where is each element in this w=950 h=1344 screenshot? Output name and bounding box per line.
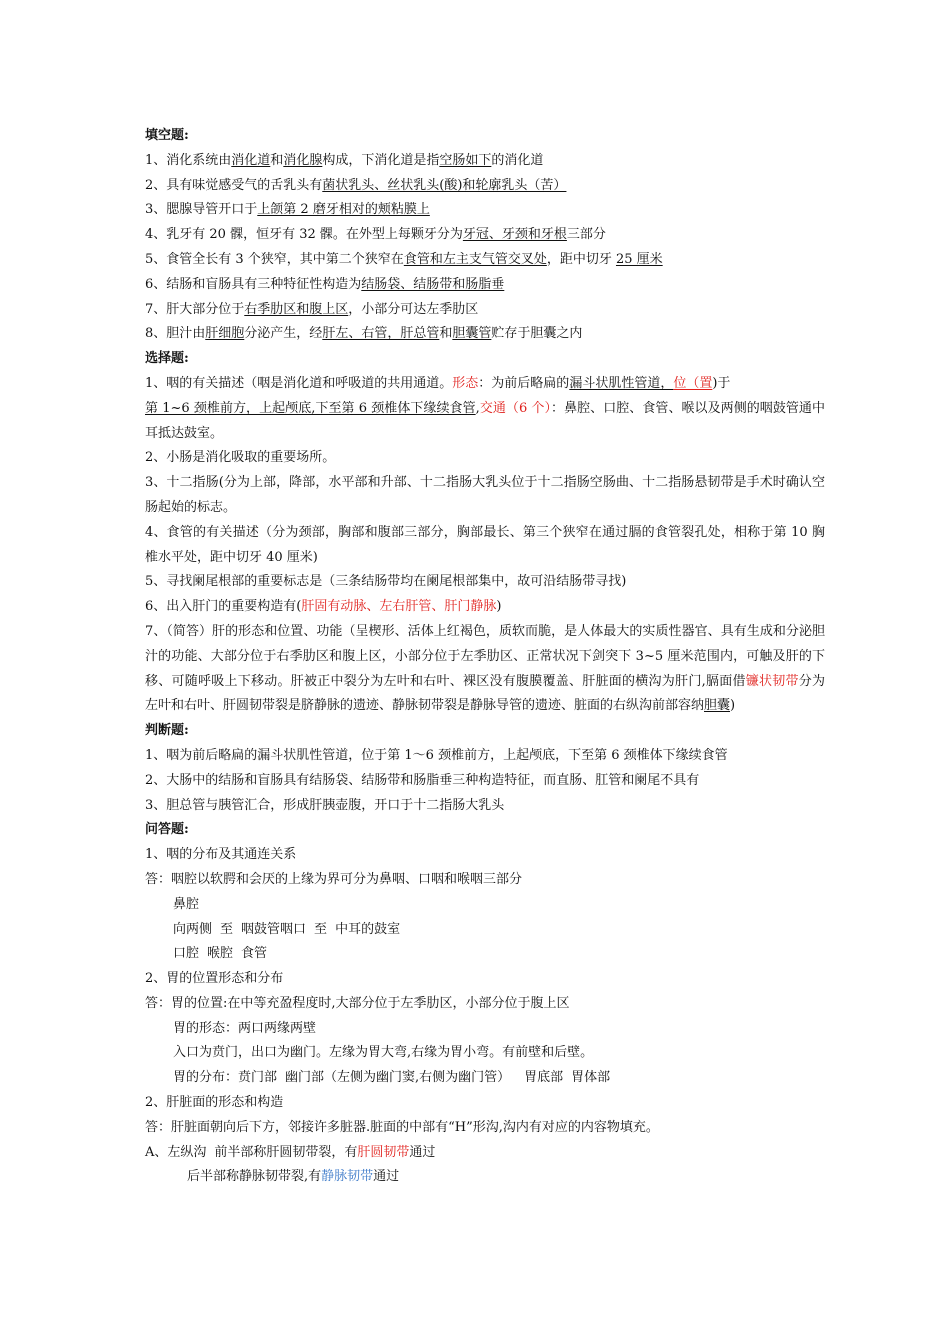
choice-item-6: 6、出入肝门的重要构造有(肝固有动脉、左右肝管、肝门静脉): [145, 599, 502, 615]
fill-item-8: 8、胆汁由肝细胞分泌产生，经肝左、右管，肝总管和胆囊管贮存于胆囊之内: [145, 326, 583, 342]
qa-answer-1-line-3: 口腔 喉腔 食管: [173, 946, 268, 962]
judge-item-2: 2、大肠中的结肠和盲肠具有结肠袋、结肠带和肠脂垂三种构造特征，而直肠、肛管和阑尾不具有: [145, 772, 700, 788]
fill-item-7: 7、肝大部分位于右季肋区和腹上区，小部分可达左季肋区: [145, 301, 479, 317]
choice-item-4: 4、食管的有关描述（分为颈部，胸部和腹部三部分，胸部最长、第三个狭窄在通过膈的食管裂孔处，相称于第 10 胸椎水平处，距中切牙 40 厘米): [145, 524, 825, 565]
choice-item-2: 2、小肠是消化吸取的重要场所。: [145, 450, 336, 466]
choice-item-5: 5、寻找阑尾根部的重要标志是（三条结肠带均在阑尾根部集中，故可沿结肠带寻找): [145, 574, 627, 590]
qa-answer-2-line-1: 胃的形态：两口两缘两壁: [173, 1020, 317, 1036]
fill-item-4: 4、乳牙有 20 髁，恒牙有 32 髁。在外型上每颗牙分为牙冠、牙颈和牙根三部分: [145, 227, 606, 243]
section-heading-choice: 选择题:: [145, 351, 189, 367]
document-page: [145, 124, 825, 1190]
qa-answer-3: 答：肝脏面朝向后下方，邻接许多脏器.脏面的中部有“H”形沟,沟内有对应的内容物填充。: [145, 1119, 659, 1135]
choice-item-1: 1、咽的有关描述（咽是消化道和呼吸道的共用通道。形态：为前后略扁的漏斗状肌性管道，位（置)于 第 1~6 颈椎前方，上起颅底,下至第 6 颈椎体下缘续食管,交通（6 个）：鼻腔、口腔、食管、喉以及两侧的咽鼓管通中耳抵达鼓室。: [145, 375, 825, 441]
qa-answer-3-line-2: 后半部称静脉韧带裂,有静脉韧带通过: [187, 1169, 400, 1185]
qa-answer-1: 答：咽腔以软腭和会厌的上缘为界可分为鼻咽、口咽和喉咽三部分: [145, 871, 523, 887]
fill-item-6: 6、结肠和盲肠具有三种特征性构造为结肠袋、结肠带和肠脂垂: [145, 276, 505, 292]
fill-item-2: 2、具有味觉感受气的舌乳头有菌状乳头、丝状乳头(酸)和轮廓乳头（苦）: [145, 177, 567, 193]
qa-answer-2-line-3: 胃的分布：贲门部 幽门部（左侧为幽门窦,右侧为幽门管） 胃底部 胃体部: [173, 1070, 611, 1086]
qa-answer-1-line-2: 向两侧 至 咽鼓管咽口 至 中耳的鼓室: [173, 921, 401, 937]
qa-question-1: 1、咽的分布及其通连关系: [145, 847, 297, 863]
section-heading-fill-blank: 填空题:: [145, 128, 189, 143]
qa-answer-3-line-1: A、左纵沟 前半部称肝圆韧带裂，有肝圆韧带通过: [145, 1144, 436, 1160]
section-heading-true-false: 判断题:: [145, 723, 189, 739]
fill-item-3: 3、腮腺导管开口于上颌第 2 磨牙相对的颊粘膜上: [145, 202, 430, 218]
judge-item-1: 1、咽为前后略扁的漏斗状肌性管道，位于第 1～6 颈椎前方，上起颅底，下至第 6 颈椎体下缘续食管: [145, 747, 728, 763]
qa-answer-2-line-2: 入口为贲门，出口为幽门。左缘为胃大弯,右缘为胃小弯。有前壁和后壁。: [173, 1045, 594, 1061]
fill-item-5: 5、食管全长有 3 个狭窄，其中第二个狭窄在食管和左主支气管交叉处，距中切牙 25 厘米: [145, 251, 663, 267]
choice-item-7: 7、（简答）肝的形态和位置、功能（呈楔形、活体上红褐色，质软而脆，是人体最大的实质性器官、具有生成和分泌胆汁的功能、大部分位于右季肋区和腹上区，小部分位于左季肋区、正常状况下剑突下 3~5 厘米范围内，可触及肝的下移、可随呼吸上下移动。肝被正中裂分为左叶和右叶、裸区没有腹膜覆盖、肝脏面的横沟为肝门,膈面借镰状韧带分为左叶和右叶、肝圆韧带裂是脐静脉的遗迹、静脉韧带裂是静脉导管的遗迹、脏面的右纵沟前部容纳胆囊): [145, 623, 825, 714]
section-heading-qa: 问答题:: [145, 822, 189, 838]
qa-answer-2: 答：胃的位置:在中等充盈程度时,大部分位于左季肋区，小部分位于腹上区: [145, 995, 570, 1011]
fill-item-1: 1、消化系统由消化道和消化腺构成，下消化道是指空肠如下的消化道: [145, 152, 544, 168]
choice-item-3: 3、十二指肠(分为上部，降部，水平部和升部、十二指肠大乳头位于十二指肠空肠曲、十二指肠悬韧带是手术时确认空肠起始的标志。: [145, 475, 825, 515]
qa-answer-1-line-1: 鼻腔: [173, 896, 200, 912]
qa-question-3: 2、肝脏面的形态和构造: [145, 1095, 284, 1111]
qa-question-2: 2、胃的位置形态和分布: [145, 971, 284, 987]
judge-item-3: 3、胆总管与胰管汇合，形成肝胰壶腹，开口于十二指肠大乳头: [145, 797, 505, 813]
